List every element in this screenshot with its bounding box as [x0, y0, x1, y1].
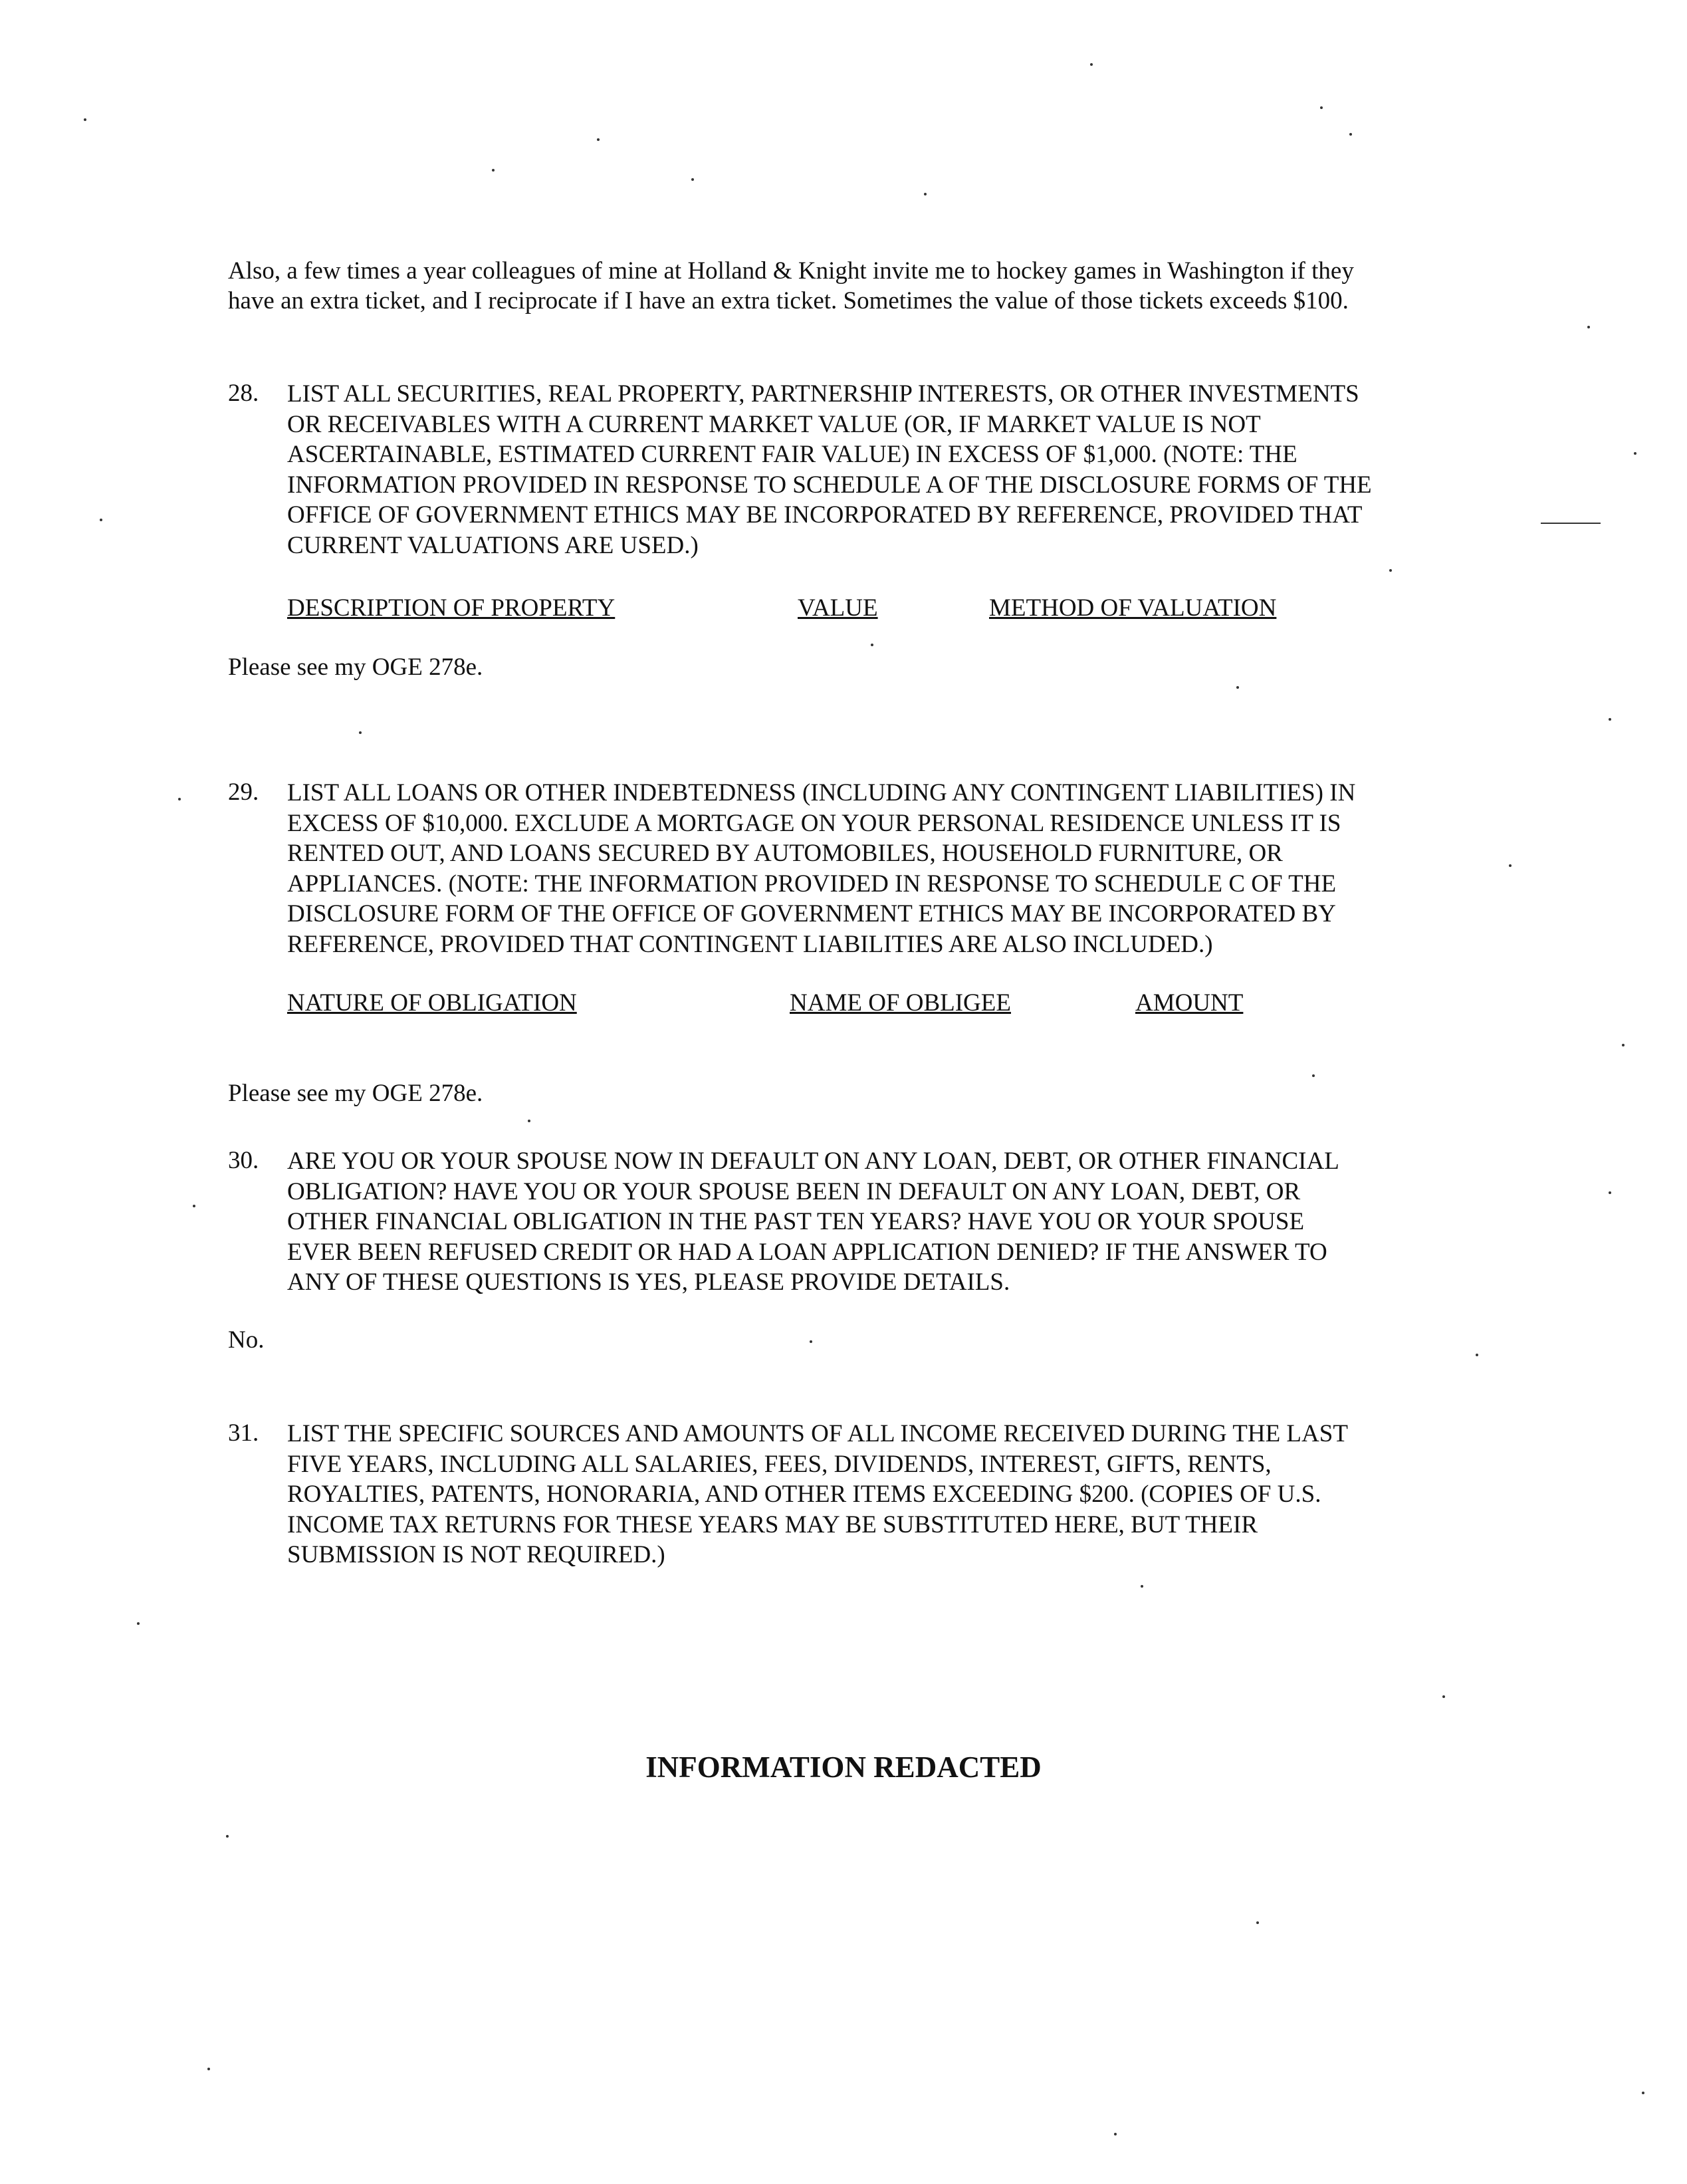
q30-line: OBLIGATION? HAVE YOU OR YOUR SPOUSE BEEN IN DEFAULT ON ANY LOAN, DEBT, OR — [287, 1177, 1301, 1205]
scan-speck — [226, 1835, 229, 1838]
scan-speck — [1236, 686, 1239, 689]
q29-col-obligee: NAME OF OBLIGEE — [790, 989, 1011, 1017]
scan-speck — [597, 138, 600, 141]
intro-line-2: have an extra ticket, and I reciprocate if I have an extra ticket. Sometimes the value of those tickets exceeds $100. — [228, 287, 1349, 314]
q28-line: CURRENT VALUATIONS ARE USED.) — [287, 531, 699, 559]
scan-speck — [1442, 1695, 1445, 1698]
q28-col-method: METHOD OF VALUATION — [989, 594, 1277, 622]
scan-speck — [1090, 63, 1093, 66]
q29-col-nature: NATURE OF OBLIGATION — [287, 989, 577, 1017]
q30-line: ANY OF THESE QUESTIONS IS YES, PLEASE PROVIDE DETAILS. — [287, 1269, 1010, 1296]
scan-speck — [100, 519, 102, 521]
scan-speck — [1256, 1921, 1259, 1924]
intro-line-1: Also, a few times a year colleagues of mine at Holland & Knight invite me to hockey games in Washington if they — [228, 257, 1354, 285]
q29-line: EXCESS OF $10,000. EXCLUDE A MORTGAGE ON YOUR PERSONAL RESIDENCE UNLESS IT IS — [287, 809, 1341, 837]
scan-speck — [691, 178, 694, 181]
q29-answer: Please see my OGE 278e. — [228, 1080, 483, 1107]
scan-speck — [1141, 1585, 1143, 1588]
q30-number: 30. — [228, 1147, 259, 1174]
q29-text — [287, 778, 1477, 959]
q28-col-value: VALUE — [798, 594, 878, 622]
scan-speck — [1609, 1191, 1611, 1194]
q29-line: RENTED OUT, AND LOANS SECURED BY AUTOMOBILES, HOUSEHOLD FURNITURE, OR — [287, 840, 1283, 867]
q30-answer: No. — [228, 1326, 265, 1354]
scan-speck — [1349, 133, 1352, 136]
q28-line: OFFICE OF GOVERNMENT ETHICS MAY BE INCORPORATED BY REFERENCE, PROVIDED THAT — [287, 501, 1363, 529]
q31-line: LIST THE SPECIFIC SOURCES AND AMOUNTS OF ALL INCOME RECEIVED DURING THE LAST — [287, 1420, 1348, 1447]
q28-line: ASCERTAINABLE, ESTIMATED CURRENT FAIR VALUE) IN EXCESS OF $1,000. (NOTE: THE — [287, 441, 1297, 468]
scan-speck — [193, 1205, 195, 1207]
q31-text — [287, 1419, 1477, 1570]
q30-text — [287, 1146, 1477, 1298]
scan-speck — [492, 169, 495, 172]
q29-line: DISCLOSURE FORM OF THE OFFICE OF GOVERNMENT ETHICS MAY BE INCORPORATED BY — [287, 900, 1336, 927]
q30-line: EVER BEEN REFUSED CREDIT OR HAD A LOAN APPLICATION DENIED? IF THE ANSWER TO — [287, 1238, 1327, 1266]
scan-speck — [1622, 1044, 1625, 1046]
q31-line: FIVE YEARS, INCLUDING ALL SALARIES, FEES, DIVIDENDS, INTEREST, GIFTS, RENTS, — [287, 1450, 1272, 1478]
scan-speck — [1320, 106, 1323, 109]
scan-speck — [1509, 864, 1512, 867]
scan-speck — [359, 731, 362, 734]
q28-text — [287, 379, 1477, 560]
redaction-notice: INFORMATION REDACTED — [645, 1751, 1042, 1784]
scan-speck — [178, 798, 181, 800]
scan-speck — [924, 193, 927, 195]
q31-number: 31. — [228, 1419, 259, 1447]
scan-speck — [1609, 718, 1611, 721]
q28-number: 28. — [228, 380, 259, 407]
scan-speck — [871, 644, 873, 646]
scan-speck — [207, 2068, 210, 2070]
scan-speck — [810, 1340, 812, 1343]
q28-col-description: DESCRIPTION OF PROPERTY — [287, 594, 616, 622]
q29-col-amount: AMOUNT — [1135, 989, 1244, 1017]
q29-number: 29. — [228, 779, 259, 806]
q29-line: REFERENCE, PROVIDED THAT CONTINGENT LIABILITIES ARE ALSO INCLUDED.) — [287, 930, 1213, 958]
q31-line: ROYALTIES, PATENTS, HONORARIA, AND OTHER ITEMS EXCEEDING $200. (COPIES OF U.S. — [287, 1481, 1321, 1508]
scan-speck — [528, 1120, 530, 1122]
q29-line: LIST ALL LOANS OR OTHER INDEBTEDNESS (INCLUDING ANY CONTINGENT LIABILITIES) IN — [287, 779, 1356, 806]
q28-line: INFORMATION PROVIDED IN RESPONSE TO SCHEDULE A OF THE DISCLOSURE FORMS OF THE — [287, 471, 1372, 499]
scan-dash — [1541, 523, 1601, 524]
q28-line: LIST ALL SECURITIES, REAL PROPERTY, PARTNERSHIP INTERESTS, OR OTHER INVESTMENTS — [287, 380, 1359, 408]
q28-answer: Please see my OGE 278e. — [228, 654, 483, 681]
scan-speck — [1587, 326, 1590, 328]
q31-line: INCOME TAX RETURNS FOR THESE YEARS MAY BE SUBSTITUTED HERE, BUT THEIR — [287, 1511, 1258, 1538]
scan-speck — [1389, 569, 1392, 572]
q29-line: APPLIANCES. (NOTE: THE INFORMATION PROVIDED IN RESPONSE TO SCHEDULE C OF THE — [287, 870, 1337, 898]
intro-paragraph — [228, 256, 1444, 316]
q31-line: SUBMISSION IS NOT REQUIRED.) — [287, 1541, 665, 1568]
scan-speck — [1642, 2092, 1644, 2094]
q30-line: ARE YOU OR YOUR SPOUSE NOW IN DEFAULT ON ANY LOAN, DEBT, OR OTHER FINANCIAL — [287, 1148, 1339, 1175]
scan-speck — [137, 1622, 140, 1625]
q30-line: OTHER FINANCIAL OBLIGATION IN THE PAST TEN YEARS? HAVE YOU OR YOUR SPOUSE — [287, 1208, 1305, 1235]
scan-speck — [1476, 1354, 1478, 1356]
q28-line: OR RECEIVABLES WITH A CURRENT MARKET VALUE (OR, IF MARKET VALUE IS NOT — [287, 410, 1261, 438]
scan-speck — [1114, 2133, 1117, 2135]
scan-speck — [1634, 452, 1636, 455]
scan-speck — [84, 118, 86, 121]
scan-speck — [1312, 1074, 1315, 1077]
